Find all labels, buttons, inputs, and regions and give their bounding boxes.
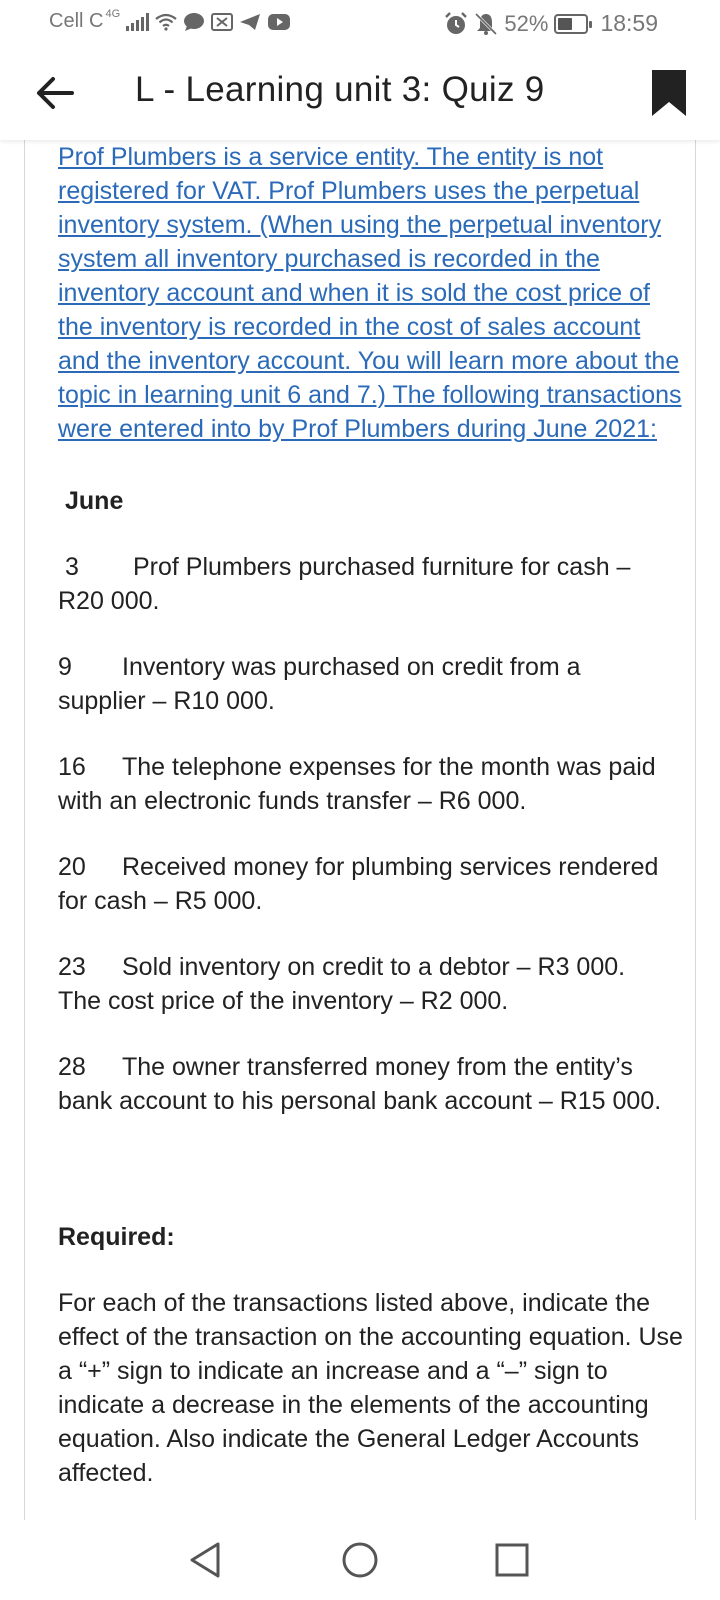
recents-square-icon [492, 1540, 532, 1580]
transaction-day: 9 [58, 653, 72, 681]
transaction-item [58, 550, 688, 618]
transaction-text: Prof Plumbers purchased furniture for cash – [133, 553, 631, 581]
battery-percent: 52% [504, 10, 549, 36]
muted-bell-icon [474, 12, 498, 36]
system-nav-bar [0, 1520, 720, 1600]
status-bar [0, 0, 720, 46]
transaction-day: 16 [58, 753, 86, 781]
required-text: For each of the transactions listed above, indicate the effect of the transaction on the accounting equation. Use a “+” sign to indicate an increase and a “–” sign to indicate a decrease in the elements of the accounting equation. Also indicate the General Ledger Accounts affected. [58, 1289, 683, 1487]
arrow-left-icon [34, 72, 76, 114]
clock: 18:59 [600, 10, 658, 36]
back-triangle-icon [186, 1540, 226, 1580]
transaction-text-cont: R20 000. [58, 587, 160, 615]
transaction-item [58, 850, 688, 918]
transaction-text: The owner transferred money from the entity’s [122, 1053, 633, 1081]
transaction-text: Sold inventory on credit to a debtor – R3 000. [122, 953, 626, 981]
network-type: 4G [105, 7, 121, 20]
quiz-content-frame[interactable] [24, 140, 696, 1520]
nav-back-button[interactable] [186, 1540, 226, 1580]
nav-home-button[interactable] [340, 1540, 380, 1580]
transaction-text-cont: bank account to his personal bank account – R15 000. [58, 1087, 662, 1115]
app-notification-icon [211, 13, 233, 31]
wifi-icon [155, 13, 177, 31]
transaction-text-cont: supplier – R10 000. [58, 687, 275, 715]
back-button[interactable] [34, 72, 76, 114]
transaction-text: Inventory was purchased on credit from a [122, 653, 581, 681]
battery-icon [554, 14, 588, 34]
telegram-icon [239, 13, 261, 31]
battery-level-fill [558, 18, 572, 30]
app-bar [0, 46, 720, 140]
transaction-text: Received money for plumbing services rendered [122, 853, 659, 881]
transaction-item [58, 950, 688, 1018]
transaction-item [58, 1050, 688, 1118]
transaction-text-cont: with an electronic funds transfer – R6 000. [58, 787, 527, 815]
status-left [49, 7, 291, 33]
transaction-text-cont: for cash – R5 000. [58, 887, 263, 915]
intro-link[interactable]: Prof Plumbers is a service entity. The entity is not registered for VAT. Prof Plumbers uses the perpetual inventory system. (When using the perpetual inventory system all inventory purchased is recorded in the inventory account and when it is sold the cost price of the inventory is recorded in the cost of sales account and the inventory account. You will learn more about the topic in learning unit 6 and 7.) The following transactions were entered into by Prof Plumbers during June 2021: [58, 143, 682, 443]
status-right [444, 10, 658, 37]
page-title: L - Learning unit 3: Quiz 9 [135, 70, 545, 109]
alarm-icon [444, 12, 468, 36]
transaction-item [58, 650, 688, 718]
required-heading: Required: [58, 1223, 175, 1251]
transaction-day: 28 [58, 1053, 86, 1081]
transaction-day: 3 [65, 553, 79, 581]
month-heading: June [65, 487, 124, 515]
transaction-text-cont: The cost price of the inventory – R2 000. [58, 987, 509, 1015]
transaction-text: The telephone expenses for the month was paid [122, 753, 656, 781]
chat-bubble-icon [183, 12, 205, 32]
bookmark-button[interactable] [650, 68, 688, 118]
transaction-item [58, 750, 688, 818]
youtube-icon [267, 13, 291, 31]
transaction-day: 20 [58, 853, 86, 881]
bookmark-icon [650, 68, 688, 118]
home-circle-icon [340, 1540, 380, 1580]
carrier-label: Cell C [49, 10, 104, 32]
nav-recents-button[interactable] [492, 1540, 532, 1580]
quiz-content [58, 140, 688, 1490]
transaction-day: 23 [58, 953, 86, 981]
signal-icon [126, 13, 149, 31]
